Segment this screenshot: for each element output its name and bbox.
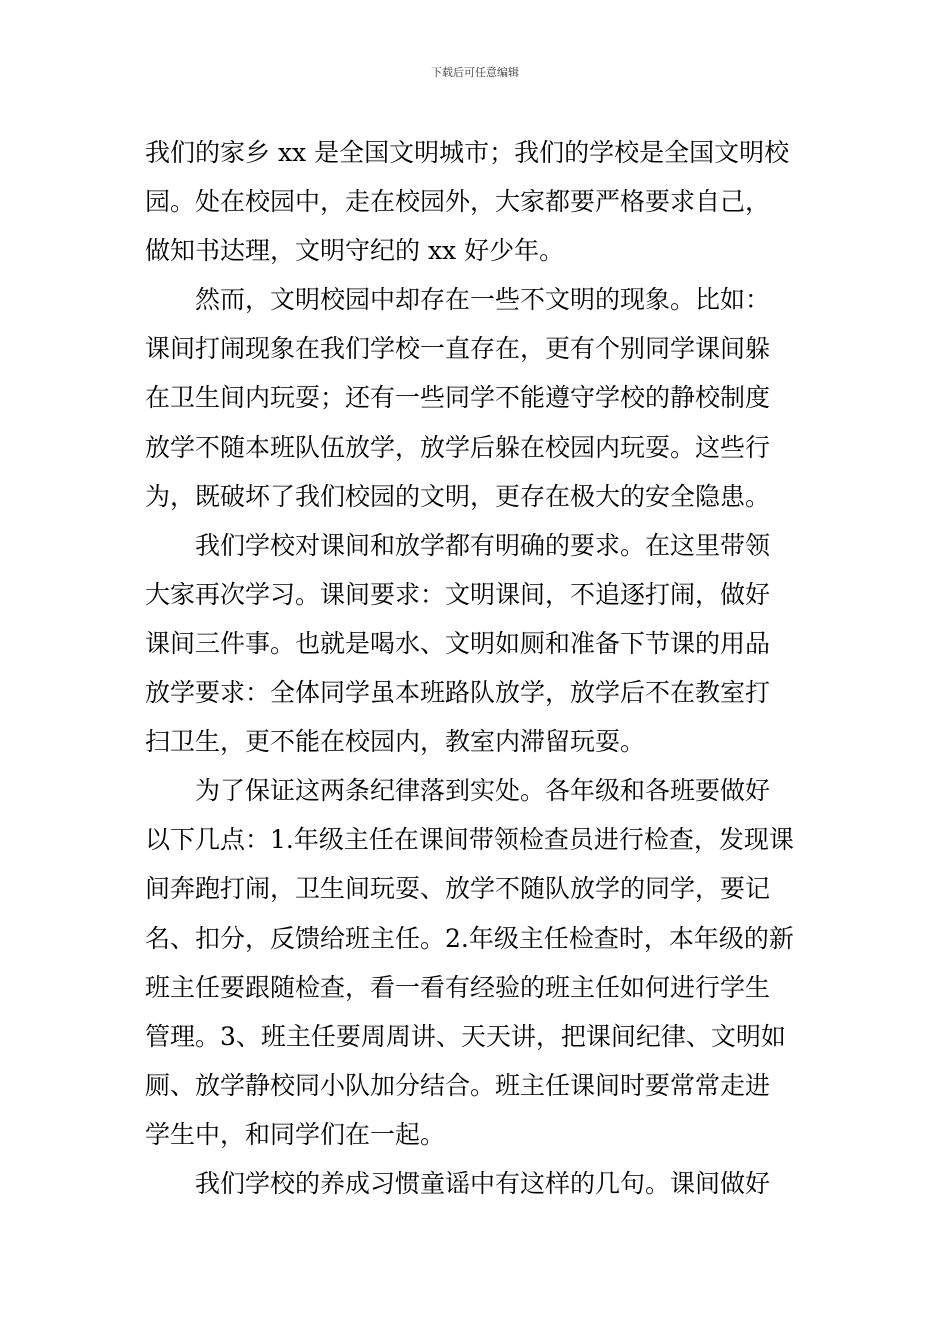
text-line: 在卫生间内玩耍；还有一些同学不能遵守学校的静校制度	[145, 383, 771, 413]
text-line: 园。处在校园中，走在校园外，大家都要严格要求自己，	[145, 187, 771, 217]
page-header: 下载后可任意编辑	[431, 66, 519, 79]
text-line: 扫卫生，更不能在校园内，教室内滞留玩耍。	[145, 727, 646, 757]
paragraph-first-line: 为了保证这两条纪律落到实处。各年级和各班要做好	[195, 776, 771, 806]
text-line: 以下几点：1.年级主任在课间带领检查员进行检查，发现课	[145, 825, 794, 855]
paragraph-first-line: 我们学校对课间和放学都有明确的要求。在这里带领	[195, 530, 771, 560]
text-line: 课间三件事。也就是喝水、文明如厕和准备下节课的用品	[145, 628, 771, 658]
text-line: 厕、放学静校同小队加分结合。班主任课间时要常常走进	[145, 1070, 771, 1100]
text-line: 大家再次学习。课间要求：文明课间，不追逐打闹，做好	[145, 579, 771, 609]
paragraph-first-line: 然而，文明校园中却存在一些不文明的现象。比如：	[195, 285, 771, 315]
text-line: 学生中，和同学们在一起。	[145, 1119, 446, 1149]
text-line: 课间打闹现象在我们学校一直存在，更有个别同学课间躲	[145, 334, 771, 364]
text-line: 管理。3、班主任要周周讲、天天讲，把课间纪律、文明如	[145, 1021, 786, 1051]
text-line: 为，既破坏了我们校园的文明，更存在极大的安全隐患。	[145, 481, 771, 511]
text-line: 名、扣分，反馈给班主任。2.年级主任检查时，本年级的新	[145, 923, 794, 953]
text-line: 我们的家乡 xx 是全国文明城市；我们的学校是全国文明校	[145, 138, 790, 167]
document-body	[145, 128, 807, 1208]
text-line: 做知书达理，文明守纪的 xx 好少年。	[145, 236, 565, 266]
text-line: 放学不随本班队伍放学，放学后躲在校园内玩耍。这些行	[145, 432, 771, 462]
paragraph-first-line: 我们学校的养成习惯童谣中有这样的几句。课间做好	[195, 1168, 771, 1198]
text-line: 班主任要跟随检查，看一看有经验的班主任如何进行学生	[145, 972, 771, 1002]
text-line: 放学要求：全体同学虽本班路队放学，放学后不在教室打	[145, 678, 771, 708]
text-line: 间奔跑打闹，卫生间玩耍、放学不随队放学的同学，要记	[145, 874, 771, 904]
